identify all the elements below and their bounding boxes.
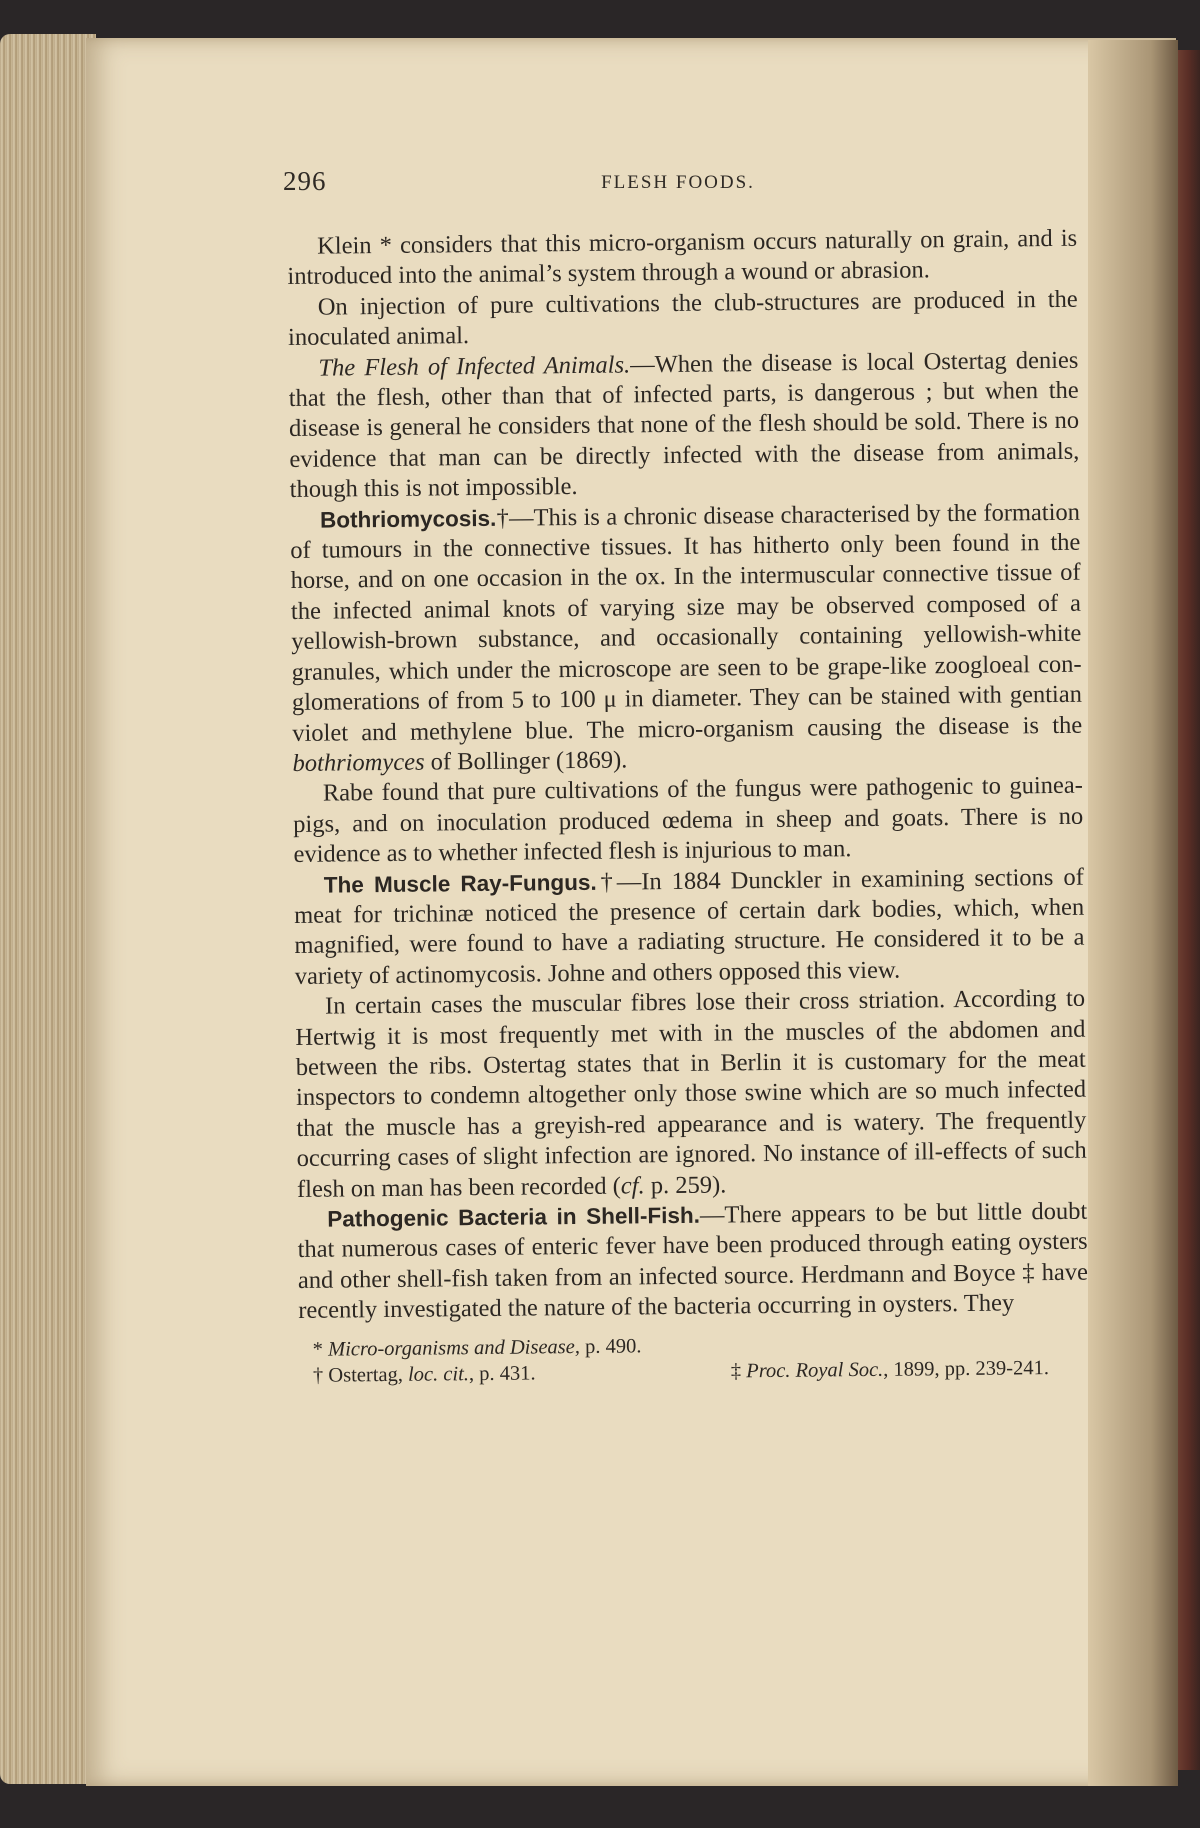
paragraph-text: Klein * considers that this micro-organism occurs naturally on grain, and is introduced into the animal’s system through a wound or abrasion. [287, 224, 1078, 291]
paragraph-text: —There appears to be but little doubt that numerous cases of enteric fever have been produced through eating oysters and other shell-fish taken from an infected source. Herdmann and Boyce ‡ have recently investigated the nature of the bacteria occurring in oysters. They [297, 1197, 1089, 1325]
footnote-text: , p. 431. [468, 1362, 536, 1385]
paragraph [288, 345, 1080, 505]
paragraph [295, 984, 1087, 1205]
paragraph-heading: Bothriomycosis. [319, 505, 497, 533]
footnote-text: , 1899, pp. 239-241. [883, 1356, 1050, 1381]
footnote-mark: ‡ [730, 1359, 742, 1383]
paragraph-text: of Bollinger (1869). [424, 746, 628, 776]
footnote-mark: † [312, 1364, 324, 1387]
footnote-dagger [313, 1360, 536, 1388]
book-page-edges [0, 34, 96, 1784]
footnote-author: Ostertag, [328, 1363, 404, 1387]
paragraph-text: Rabe found that pure cultivations of the fungus were pathogenic to guinea-pigs, and on inoculation produced œdema in sheep and goats. There is no evidence as to whether infected flesh is injurious to man. [293, 772, 1084, 869]
paragraph [287, 224, 1078, 293]
paragraph [294, 862, 1085, 992]
footnote-double-dagger [731, 1355, 1049, 1384]
footnotes [299, 1328, 1090, 1388]
page-header [283, 166, 1073, 200]
body-text [287, 224, 1089, 1389]
paragraph-text: p. 259). [644, 1171, 727, 1199]
footnote-title: Micro-organisms and Disease, [327, 1335, 581, 1361]
italic-text: bothriomyces [292, 748, 425, 777]
paragraph-text: In certain cases the muscular fibres lose their cross striation. According to Hertwig it is most frequently met with in the muscles of the abdomen and between the ribs. Ostertag states that in Berlin it is customary for the meat inspectors to condemn altogether only those swine which are so much infected that the muscle has a greyish-red appearance and is watery. The frequently occurring cases of slight infection are ignored. No instance of ill-effects of such flesh on man has been recorded ( [295, 984, 1087, 1203]
italic-text: cf. [620, 1171, 645, 1200]
footnote-text: p. 490. [579, 1334, 642, 1358]
paragraph [288, 285, 1079, 354]
paragraph [297, 1197, 1088, 1327]
footnote-title: loc. cit. [407, 1362, 470, 1386]
paragraph [290, 497, 1083, 779]
paragraph-list [287, 224, 1088, 1327]
paragraph-heading: The Muscle Ray-Fungus. [323, 869, 597, 898]
italic-text: The Flesh of Infected Animals. [318, 351, 631, 382]
paragraph [293, 771, 1084, 870]
paragraph-text: —When the disease is local Ostertag denies that the flesh, other than that of infected parts, is dangerous ; but when the disease is general he considers that none of the flesh should be sold. There is no evidence that man can be directly infected with the disease from animals, though this is not impossible. [288, 346, 1080, 504]
footnote-mark: * [312, 1338, 324, 1361]
footnote-title: Proc. Royal Soc. [746, 1358, 884, 1382]
paragraph-heading: Pathogenic Bacteria in Shell-Fish. [327, 1202, 701, 1232]
book-gutter-shadow [1088, 40, 1178, 1786]
paragraph-text: †—In 1884 Dunckler in examining sections of meat for trichinæ noticed the presence of certain dark bodies, which, when magnified, were found to have a radiating structure. He considered it to be a variety of actinomycosis. Johne and others opposed this view. [294, 863, 1085, 990]
running-title: FLESH FOODS. [601, 172, 755, 193]
paragraph-text: On injection of pure cultivations the club-structures are produced in the inoculated animal. [287, 285, 1078, 352]
paragraph-text: †—This is a chronic disease characterised by the formation of tumours in the connective tissues. It has hitherto only been found in the horse, and on one occasion in the ox. In the intermuscular connective tissue of the infected animal knots of varying size may be observed composed of a yellowish-brown substance, and occasionally containing yellowish-white granules, which under the microscope are seen to be grape-like zoogloeal conglomerations of from 5 to 100 μ in diameter. They can be stained with gentian violet and methylene blue. The micro-organism causing the disease is the [290, 498, 1083, 747]
page-number: 296 [283, 166, 327, 196]
